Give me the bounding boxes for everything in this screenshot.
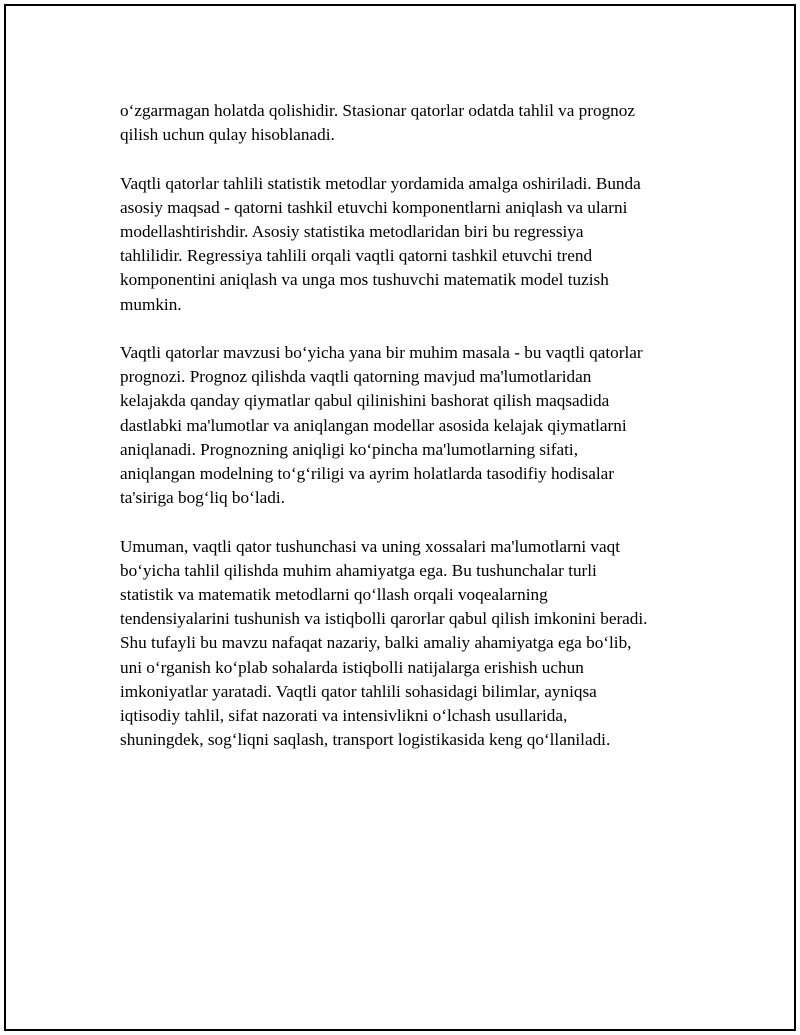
- text-line: prognozi. Prognoz qilishda vaqtli qatorning mavjud ma'lumotlaridan: [120, 367, 592, 387]
- text-line: modellashtirishdir. Asosiy statistika metodlaridan biri bu regressiya: [120, 222, 584, 241]
- document-page: [4, 4, 796, 1031]
- paragraph-2: [120, 172, 700, 317]
- text-line: Vaqtli qatorlar tahlili statistik metodlar yordamida amalga oshiriladi. Bunda: [120, 173, 641, 193]
- text-line: Vaqtli qatorlar mavzusi bo‘yicha yana bir muhim masala - bu vaqtli qatorlar: [120, 343, 643, 362]
- text-line: qilish uchun qulay hisoblanadi.: [120, 125, 335, 145]
- paragraph-4: [120, 535, 700, 753]
- paragraph-1: [120, 99, 700, 147]
- text-line: asosiy maqsad - qatorni tashkil etuvchi komponentlarni aniqlash va ularni: [120, 197, 628, 217]
- text-line: aniqlanadi. Prognozning aniqligi ko‘pincha ma'lumotlarning sifati,: [120, 439, 578, 459]
- text-line: shuningdek, sog‘liqni saqlash, transport logistikasida keng qo‘llaniladi.: [120, 730, 611, 750]
- text-line: mumkin.: [120, 294, 182, 314]
- text-line: kelajakda qanday qiymatlar qabul qilinishini bashorat qilish maqsadida: [120, 391, 610, 411]
- text-line: o‘zgarmagan holatda qolishidir. Stasionar qatorlar odatda tahlil va prognoz: [120, 101, 635, 120]
- document-body: [120, 99, 700, 777]
- text-line: imkoniyatlar yaratadi. Vaqtli qator tahlili sohasidagi bilimlar, ayniqsa: [120, 681, 597, 701]
- text-line: ta'siriga bog‘liq bo‘ladi.: [120, 488, 285, 508]
- text-line: statistik va matematik metodlarni qo‘llash orqali voqealarning: [120, 585, 548, 605]
- text-line: iqtisodiy tahlil, sifat nazorati va intensivlikni o‘lchash usullarida,: [120, 706, 568, 726]
- text-line: tendensiyalarini tushunish va istiqbolli qarorlar qabul qilish imkonini beradi.: [120, 609, 648, 629]
- text-line: komponentini aniqlash va unga mos tushuvchi matematik model tuzish: [120, 270, 609, 290]
- text-line: Shu tufayli bu mavzu nafaqat nazariy, balki amaliy ahamiyatga ega bo‘lib,: [120, 633, 632, 653]
- text-line: Umuman, vaqtli qator tushunchasi va uning xossalari ma'lumotlarni vaqt: [120, 536, 621, 556]
- text-line: uni o‘rganish ko‘plab sohalarda istiqbolli natijalarga erishish uchun: [120, 657, 584, 677]
- text-line: bo‘yicha tahlil qilishda muhim ahamiyatga ega. Bu tushunchalar turli: [120, 560, 597, 580]
- text-line: tahlilidir. Regressiya tahlili orqali vaqtli qatorni tashkil etuvchi trend: [120, 246, 593, 266]
- text-line: aniqlangan modelning to‘g‘riligi va ayrim holatlarda tasodifiy hodisalar: [120, 464, 615, 484]
- paragraph-3: [120, 341, 700, 510]
- text-line: dastlabki ma'lumotlar va aniqlangan modellar asosida kelajak qiymatlarni: [120, 415, 627, 435]
